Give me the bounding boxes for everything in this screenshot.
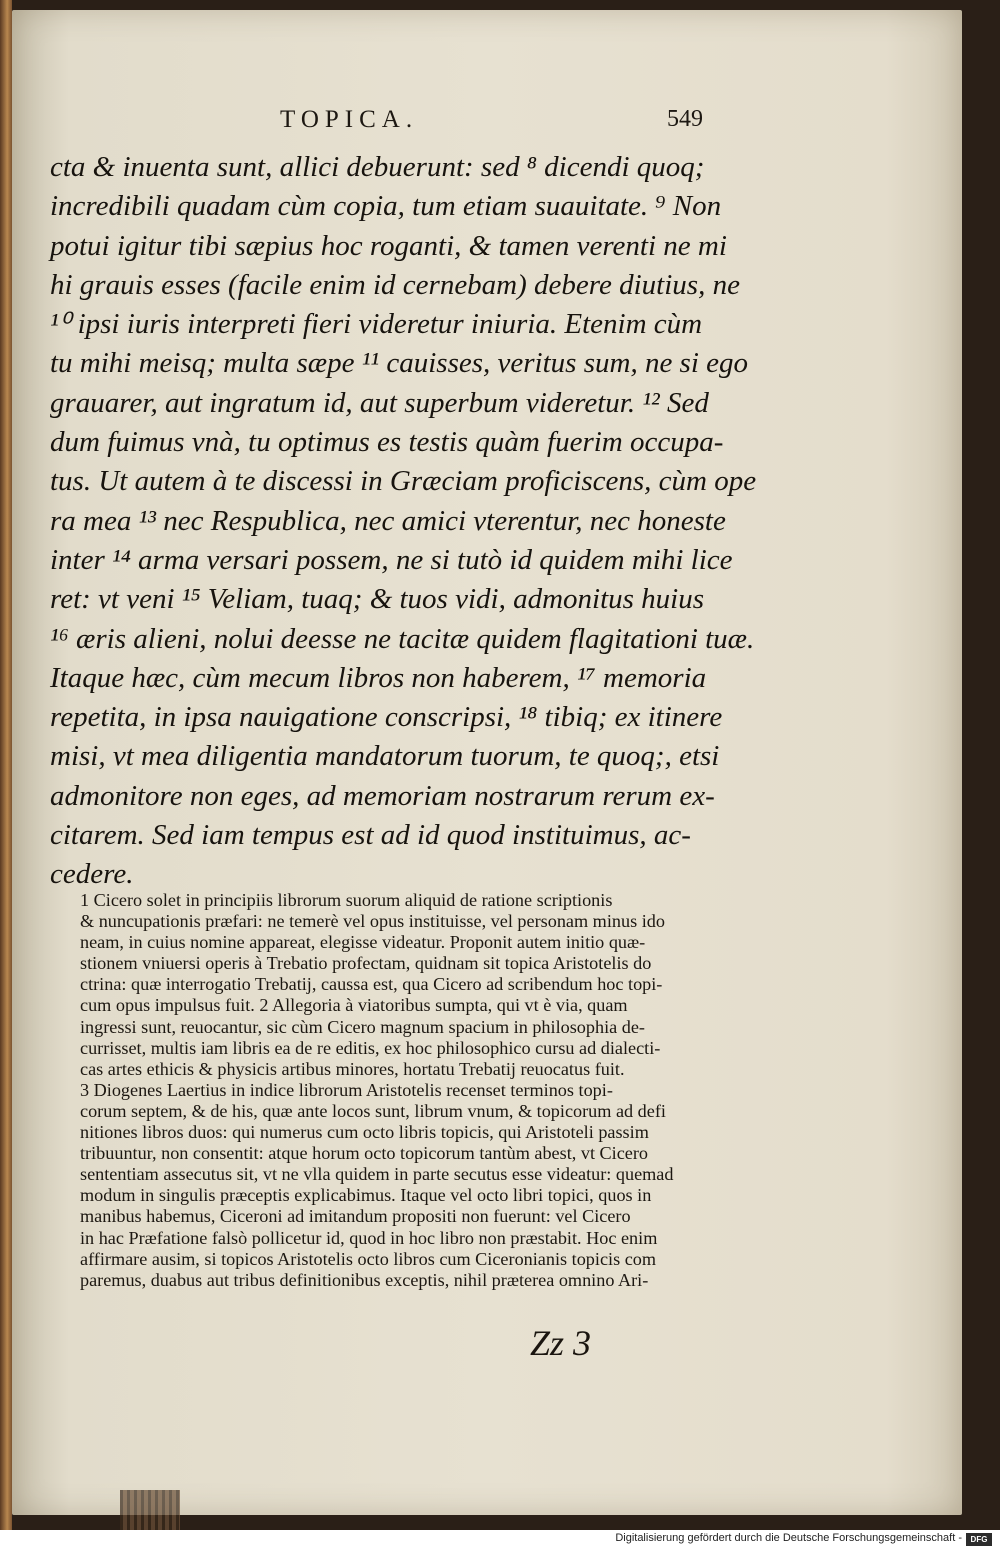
text-line: potui igitur tibi sæpius hoc roganti, & tamen verenti ne mi bbox=[50, 229, 727, 262]
text-line: repetita, in ipsa nauigatione conscripsi, ¹⁸ tibiq; ex itinere bbox=[50, 701, 723, 734]
text-line: ¹⁶ æris alieni, nolui deesse ne tacitæ quidem flagitationi tuæ. bbox=[50, 622, 755, 655]
dfg-logo-icon: DFG bbox=[966, 1533, 992, 1546]
note-line: ctrina: quæ interrogatio Trebatij, caussa est, qua Cicero ad scribendum hoc topi- bbox=[80, 974, 663, 995]
note-line: affirmare ausim, si topicos Aristotelis octo libros cum Ciceronianis topicis com bbox=[80, 1248, 657, 1269]
text-line: tu mihi meisq; multa sæpe ¹¹ cauisses, veritus sum, ne si ego bbox=[50, 347, 749, 380]
signature-mark: Zz 3 bbox=[530, 1323, 592, 1363]
note-line: paremus, duabus aut tribus definitionibus exceptis, nihil præterea omnino Ari- bbox=[80, 1269, 649, 1290]
text-line: ¹⁰ ipsi iuris interpreti fieri videretur iniuria. Etenim cùm bbox=[50, 308, 703, 341]
note-line: nitiones libros duos: qui numerus cum octo libris topicis, qui Aristoteli passim bbox=[80, 1122, 649, 1143]
note-line: modum in singulis præceptis explicabimus. Itaque vel octo libri topici, quos in bbox=[80, 1185, 652, 1206]
text-line: ra mea ¹³ nec Respublica, nec amici vterentur, nec honeste bbox=[50, 504, 726, 537]
text-line: tus. Ut autem à te discessi in Græciam proficiscens, cùm ope bbox=[50, 465, 757, 498]
main-text-block bbox=[50, 148, 757, 895]
book-spine bbox=[0, 0, 12, 1530]
note-line: corum septem, & de his, quæ ante locos sunt, librum vnum, & topicorum ad defi bbox=[80, 1100, 666, 1121]
running-head: TOPICA. bbox=[280, 106, 419, 133]
book-page bbox=[12, 10, 962, 1515]
note-line: cas artes ethicis & physicis artibus minores, hortatu Trebatij reuocatus fuit. bbox=[80, 1058, 625, 1079]
text-line: dum fuimus vnà, tu optimus es testis quàm fuerim occupa- bbox=[50, 426, 724, 459]
note-line: currisset, multis iam libris ea de re editis, ex hoc philosophico cursu ad dialecti- bbox=[80, 1037, 661, 1058]
text-line: citarem. Sed iam tempus est ad id quod instituimus, ac- bbox=[50, 819, 691, 852]
note-line: & nuncupationis præfari: ne temerè vel opus instituisse, vel personam minus ido bbox=[80, 911, 665, 932]
text-line: grauarer, aut ingratum id, aut superbum videretur. ¹² Sed bbox=[50, 386, 709, 419]
text-line: misi, vt mea diligentia mandatorum tuorum, te quoq;, etsi bbox=[50, 740, 720, 773]
note-line: tribuuntur, non consentit: atque horum octo topicorum tantùm abest, vt Cicero bbox=[80, 1143, 649, 1164]
note-line: sententiam assecutus sit, vt ne vlla quidem in parte secutus esse videatur: quemad bbox=[80, 1164, 674, 1185]
note-line: manibus habemus, Ciceroni ad imitandum propositi non fuerunt: vel Cicero bbox=[80, 1206, 631, 1227]
text-line: incredibili quadam cùm copia, tum etiam suauitate. ⁹ Non bbox=[50, 190, 722, 223]
page-edge-marks bbox=[120, 1490, 180, 1530]
note-line: stionem vniuersi operis à Trebatio profectam, quidnam sit topica Aristotelis do bbox=[80, 953, 652, 974]
text-line: hi grauis esses (facile enim id cernebam) debere diutius, ne bbox=[50, 268, 740, 301]
note-line: 1 Cicero solet in principiis librorum suorum aliquid de ratione scriptionis bbox=[80, 890, 613, 910]
note-line: neam, in cuius nomine appareat, elegisse videatur. Proponit autem initio quæ- bbox=[80, 932, 646, 953]
text-line: ret: vt veni ¹⁵ Veliam, tuaq; & tuos vidi, admonitus huius bbox=[50, 583, 705, 616]
note-line: 3 Diogenes Laertius in indice librorum Aristotelis recenset terminos topi- bbox=[80, 1079, 613, 1100]
text-line: cedere. bbox=[50, 858, 134, 891]
note-line: in hac Præfatione falsò pollicetur id, quod in hoc libro non præstabit. Hoc enim bbox=[80, 1227, 658, 1248]
text-line: Itaque hæc, cùm mecum libros non haberem, ¹⁷ memoria bbox=[50, 661, 707, 694]
text-line: cta & inuenta sunt, allici debuerunt: sed ⁸ dicendi quoq; bbox=[50, 151, 705, 183]
note-line: cum opus impulsus fuit. 2 Allegoria à viatoribus sumpta, qui vt è via, quam bbox=[80, 995, 628, 1016]
note-line: ingressi sunt, reuocantur, sic cùm Cicero magnum spacium in philosophia de- bbox=[80, 1016, 645, 1037]
commentary-notes bbox=[80, 890, 760, 1291]
page-number: 549 bbox=[667, 106, 703, 132]
text-line: inter ¹⁴ arma versari possem, ne si tutò id quidem mihi lice bbox=[50, 543, 733, 576]
digitization-credit: Digitalisierung gefördert durch die Deutsche Forschungsgemeinschaft - bbox=[615, 1532, 962, 1544]
text-line: admonitore non eges, ad memoriam nostrarum rerum ex- bbox=[50, 779, 715, 812]
